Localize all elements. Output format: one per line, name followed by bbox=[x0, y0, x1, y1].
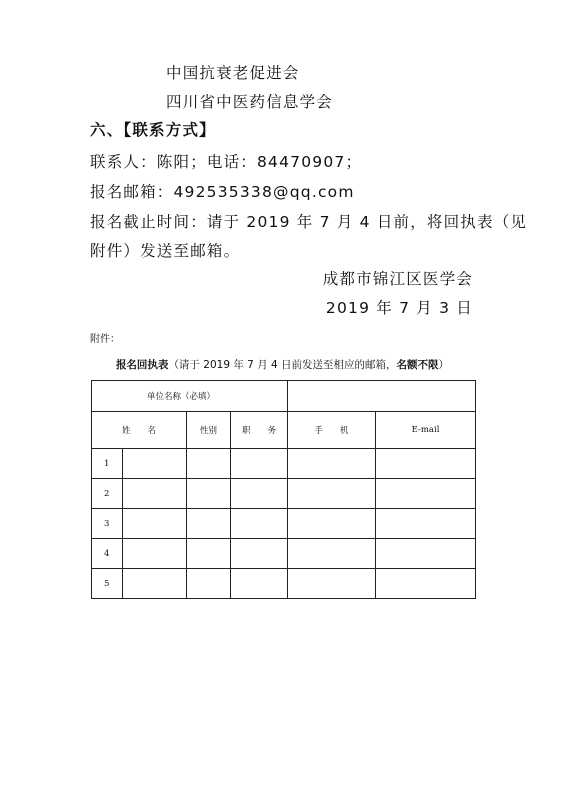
name-cell[interactable] bbox=[123, 539, 187, 569]
org-line-1: 中国抗衰老促进会 bbox=[166, 64, 300, 82]
col-header-phone: 手 机 bbox=[288, 412, 376, 449]
name-cell[interactable] bbox=[123, 479, 187, 509]
table-row bbox=[92, 449, 476, 479]
position-cell[interactable] bbox=[231, 509, 288, 539]
phone-cell[interactable] bbox=[288, 569, 376, 599]
row-number: 5 bbox=[92, 569, 123, 599]
table-row bbox=[92, 509, 476, 539]
col-header-email: E-mail bbox=[376, 412, 476, 449]
table-row bbox=[92, 479, 476, 509]
signature: 成都市锦江区医学会 bbox=[322, 270, 473, 288]
position-cell[interactable] bbox=[231, 539, 288, 569]
form-title-close: ） bbox=[438, 359, 450, 371]
name-cell[interactable] bbox=[123, 449, 187, 479]
form-title-bold-end: 名额不限 bbox=[396, 359, 439, 371]
phone-cell[interactable] bbox=[288, 509, 376, 539]
col-header-position: 职 务 bbox=[231, 412, 288, 449]
position-cell[interactable] bbox=[231, 569, 288, 599]
row-number: 1 bbox=[92, 449, 123, 479]
position-cell[interactable] bbox=[231, 449, 288, 479]
org-line-2: 四川省中医药信息学会 bbox=[166, 93, 334, 111]
row-number: 3 bbox=[92, 509, 123, 539]
email-cell[interactable] bbox=[376, 509, 476, 539]
attachment-label: 附件： bbox=[90, 334, 120, 345]
gender-cell[interactable] bbox=[187, 449, 231, 479]
deadline-line-1: 报名截止时间：请于 2019 年 7 月 4 日前，将回执表（见 bbox=[90, 213, 528, 231]
email-cell[interactable] bbox=[376, 479, 476, 509]
contact-line: 联系人：陈阳；电话：84470907； bbox=[90, 153, 363, 171]
email-cell[interactable] bbox=[376, 539, 476, 569]
col-header-gender: 性别 bbox=[187, 412, 231, 449]
deadline-line-2: 附件）发送至邮箱。 bbox=[90, 242, 241, 260]
email-cell[interactable] bbox=[376, 569, 476, 599]
gender-cell[interactable] bbox=[187, 479, 231, 509]
phone-cell[interactable] bbox=[288, 479, 376, 509]
gender-cell[interactable] bbox=[187, 509, 231, 539]
phone-cell[interactable] bbox=[288, 539, 376, 569]
row-number: 2 bbox=[92, 479, 123, 509]
table-row bbox=[92, 569, 476, 599]
gender-cell[interactable] bbox=[187, 569, 231, 599]
form-title bbox=[0, 357, 565, 372]
position-cell[interactable] bbox=[231, 479, 288, 509]
gender-cell[interactable] bbox=[187, 539, 231, 569]
section-heading: 六、【联系方式】 bbox=[90, 121, 216, 139]
col-header-name: 姓 名 bbox=[92, 412, 187, 449]
unit-row bbox=[92, 381, 476, 412]
signature-date: 2019 年 7 月 3 日 bbox=[325, 299, 473, 317]
unit-name-label: 单位名称（必填） bbox=[92, 381, 288, 412]
row-number: 4 bbox=[92, 539, 123, 569]
email-cell[interactable] bbox=[376, 449, 476, 479]
form-title-bold: 报名回执表 bbox=[115, 359, 169, 371]
name-cell[interactable] bbox=[123, 509, 187, 539]
registration-form-table bbox=[91, 380, 476, 599]
email-line: 报名邮箱：492535338@qq.com bbox=[90, 183, 355, 201]
form-title-note: （请于 2019 年 7 月 4 日前发送至相应的邮箱， bbox=[168, 359, 397, 371]
table-row bbox=[92, 539, 476, 569]
header-row bbox=[92, 412, 476, 449]
unit-name-field[interactable] bbox=[288, 381, 476, 412]
name-cell[interactable] bbox=[123, 569, 187, 599]
phone-cell[interactable] bbox=[288, 449, 376, 479]
